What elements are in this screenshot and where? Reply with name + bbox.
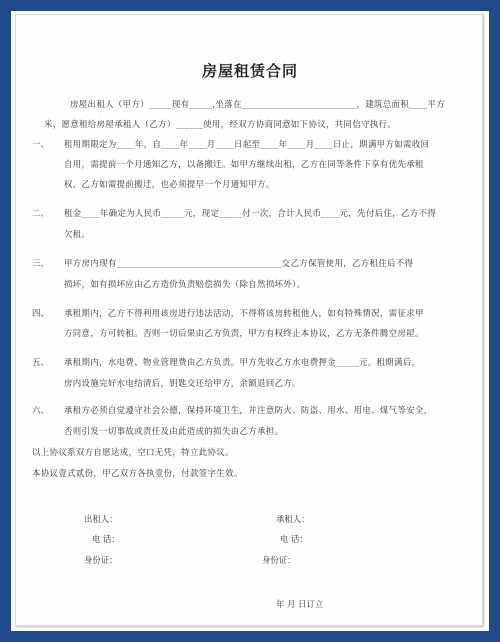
clause-3-line-1: 甲方房内现有____________________________________交乙方保管使用，乙方租住后不得 — [64, 258, 414, 268]
clause-2-line-2: 欠租。 — [64, 229, 91, 239]
clause-3-line-2: 损坏，如有损坏应由乙方造价负责赔偿损失（除自然损坏外）。 — [64, 279, 306, 289]
clause-number: 一、 — [32, 139, 49, 149]
clause-number: 五、 — [32, 357, 49, 367]
intro-line-2: 米，愿意租给房屋承租人（乙方）______使用，经双方协商同意如下协议，共同信守执行。 — [44, 119, 397, 129]
closing-line-1: 以上协议系双方自愿达成，空口无凭，特立此协议。 — [32, 447, 234, 457]
clause-2-line-1: 租金____年确定为人民币_____元，现定_____付一次，合计人民币____元，先付后住，乙方不得 — [64, 208, 437, 218]
document-title: 房屋租赁合同 — [201, 62, 298, 80]
clause-1-line-2: 自用，需提前一个月通知乙方，以备搬迁。如甲方继续出租，乙方在同等条件下享有优先承租 — [64, 159, 424, 169]
clause-5-line-2: 房内设施完好水电结清后，钥匙交还给甲方，余额退回乙方。 — [64, 378, 301, 388]
clause-1-line-1: 租用期限定为____年，自____年____月____日起至____年____月____日止，期满甲方如需收回 — [64, 139, 430, 149]
clause-6-line-2: 否则引发一切事故或责任及由此造成的损失由乙方承担。 — [64, 426, 284, 436]
lessor-phone-label: 电 话： — [92, 534, 120, 544]
lessor-id-label: 身份证： — [84, 555, 118, 565]
clause-6-line-1: 承租方必须自觉遵守社会公德，保持环境卫生，并注意防火、防盗、用水、用电、煤气等安全， — [64, 405, 433, 415]
lessee-phone-label: 电 话： — [280, 534, 308, 544]
clause-4-line-1: 承租期内，乙方不得利用该房进行违法活动，不得将该房转租他人，如有特殊情况，需征求甲 — [64, 308, 424, 318]
intro-line-1: 房屋出租人（甲方）_____现有_____,坐落在_________________________，建筑总面积____平方 — [70, 99, 446, 109]
lessee-id-label: 身份证： — [262, 555, 296, 565]
clause-number: 二、 — [32, 208, 49, 218]
clause-number: 四、 — [32, 308, 49, 318]
lessor-label: 出租人： — [84, 514, 118, 524]
clause-4-line-2: 方同意，方可转租。否则一切后果由乙方负责，甲方有权终止本协议，乙方无条件腾空房屋。 — [64, 328, 424, 338]
clause-number: 三、 — [32, 258, 49, 268]
closing-line-2: 本协议壹式贰份，甲乙双方各执壹份，付款签字生效。 — [32, 468, 243, 478]
clause-1-line-3: 权，乙方如需提前搬迁，也必须提早一个月通知甲方。 — [64, 179, 275, 189]
lessee-label: 承租人： — [276, 514, 310, 524]
clause-5-line-1: 承租期内，水电费、物业管理费由乙方负责。甲方先收乙方水电费押金_____元。租期满后， — [64, 357, 421, 367]
clause-number: 六、 — [32, 405, 49, 415]
signing-date: 年 月 日订立 — [276, 599, 324, 609]
